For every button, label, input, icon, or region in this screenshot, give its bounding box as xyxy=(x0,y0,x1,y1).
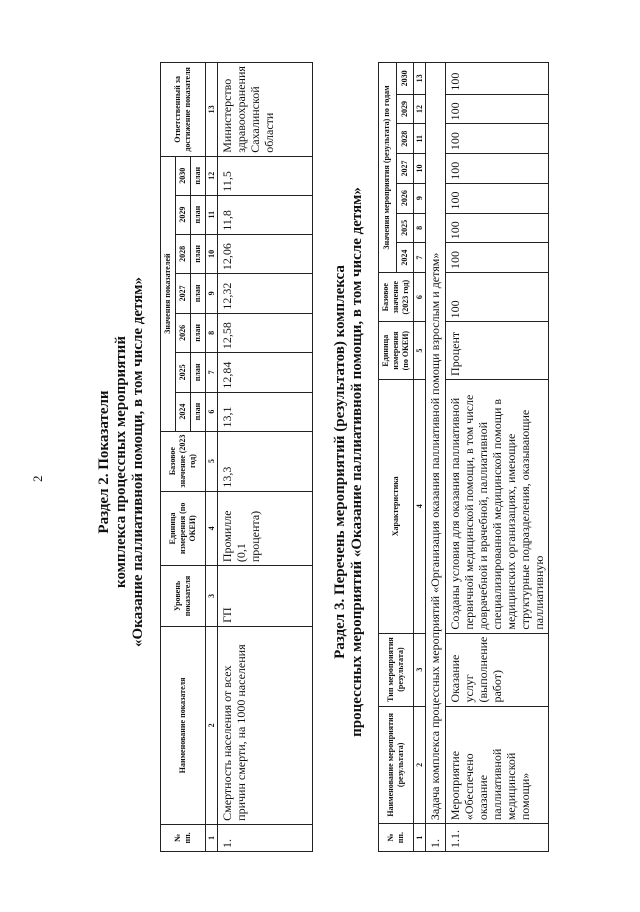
section3-title-line2: процессных мероприятий «Оказание паллиативной помощи, в том числе детям» xyxy=(349,187,365,737)
section2-title xyxy=(96,112,147,812)
s2-index-row xyxy=(206,63,218,852)
section2-table xyxy=(160,62,313,852)
s2-col-index: 8 xyxy=(206,313,218,352)
s2-year-2026: 2026 xyxy=(176,313,191,352)
s3-row-2027: 100 xyxy=(446,154,549,184)
s3-year: 2028 xyxy=(396,124,414,154)
s2-col-index: 12 xyxy=(206,156,218,195)
s3-row-num: 1.1. xyxy=(446,824,549,852)
s3-col-index: 12 xyxy=(414,94,426,124)
s2-row-name: Смертность населения от всех причин смерти, на 1000 населения xyxy=(218,626,313,824)
s2-year-2027: 2027 xyxy=(176,274,191,313)
s3-row-2028: 100 xyxy=(446,124,549,154)
s3-col-index: 9 xyxy=(414,183,426,213)
s2-row-responsible: Министерство здравоохранения Сахалинской области xyxy=(218,63,313,157)
s3-col-index: 10 xyxy=(414,154,426,184)
s2-plan-label: план xyxy=(191,234,206,273)
s2-col-index: 9 xyxy=(206,274,218,313)
s3-row-2025: 100 xyxy=(446,213,549,243)
s2-head-name: Наименование показателя xyxy=(161,626,206,824)
s3-col-index: 4 xyxy=(414,379,426,633)
s3-task-row xyxy=(426,63,446,852)
s2-col-index: 4 xyxy=(206,491,218,566)
s3-row-type: Оказание услуг (выполнение работ) xyxy=(446,633,549,706)
s3-task-text: Задача комплекса процессных мероприятий «Организация оказания паллиативной помощи взрослым и детям» xyxy=(426,63,446,824)
s3-year: 2030 xyxy=(396,63,414,95)
section2-title-line2: комплекса процессных мероприятий xyxy=(113,336,129,588)
s2-plan-label: план xyxy=(191,313,206,352)
s3-col-index: 7 xyxy=(414,243,426,273)
s2-head-responsible: Ответственный за достижение показателя xyxy=(161,63,206,157)
s3-row-2030: 100 xyxy=(446,63,549,95)
s2-col-index: 13 xyxy=(206,63,218,157)
s2-row-base: 13,3 xyxy=(218,431,313,491)
section2-title-line1: Раздел 2. Показатели xyxy=(96,390,112,534)
section3-table xyxy=(378,62,549,852)
s3-row-name: Мероприятие «Обеспечено оказание паллиативной медицинской помощи» xyxy=(446,706,549,824)
s2-head-values: Значения показателей xyxy=(161,156,176,431)
s2-data-row xyxy=(218,63,313,852)
s3-head-name: Наименование мероприятия (результата) xyxy=(379,706,414,824)
s2-head-base: Базовое значение (2023 год) xyxy=(161,431,206,491)
s2-row-2027: 12,32 xyxy=(218,274,313,313)
s2-row-2030: 11,5 xyxy=(218,156,313,195)
s3-year: 2029 xyxy=(396,94,414,124)
section3-title-line1: Раздел 3. Перечень мероприятий (результатов) комплекса xyxy=(332,265,348,659)
s3-row-2024: 100 xyxy=(446,243,549,273)
s3-col-index: 13 xyxy=(414,63,426,95)
page-number: 2 xyxy=(30,475,45,482)
s3-col-index: 8 xyxy=(414,213,426,243)
section3-title xyxy=(332,112,366,812)
s2-col-index: 2 xyxy=(206,626,218,824)
s3-head-num: № пп. xyxy=(379,824,414,852)
s2-row-2025: 12,84 xyxy=(218,353,313,392)
s3-year: 2027 xyxy=(396,154,414,184)
s2-col-index: 11 xyxy=(206,195,218,234)
section2-title-line3: «Оказание паллиативной помощи, в том числе детям» xyxy=(130,276,146,648)
s2-year-2029: 2029 xyxy=(176,195,191,234)
s3-index-row xyxy=(414,63,426,852)
s2-col-index: 7 xyxy=(206,353,218,392)
s2-plan-label: план xyxy=(191,274,206,313)
s3-head-base: Базовое значение (2023 год) xyxy=(379,272,414,321)
s2-year-2025: 2025 xyxy=(176,353,191,392)
s3-col-index: 1 xyxy=(414,824,426,852)
s3-col-index: 2 xyxy=(414,706,426,824)
s3-head-values: Значения мероприятия (результата) по годам xyxy=(379,63,397,273)
s3-year: 2025 xyxy=(396,213,414,243)
s3-year: 2026 xyxy=(396,183,414,213)
s2-year-2024: 2024 xyxy=(176,392,191,431)
s2-row-num: 1. xyxy=(218,824,313,851)
s2-row-level: ГП xyxy=(218,566,313,627)
s2-plan-label: план xyxy=(191,195,206,234)
s3-head-type: Тип мероприятия (результата) xyxy=(379,633,414,706)
s2-row-2028: 12,06 xyxy=(218,234,313,273)
s3-data-row xyxy=(446,63,549,852)
s2-row-2029: 11,8 xyxy=(218,195,313,234)
s2-row-unit: Промилле (0,1 процента) xyxy=(218,491,313,566)
s3-task-num: 1. xyxy=(426,824,446,852)
s2-col-index: 6 xyxy=(206,392,218,431)
s3-col-index: 11 xyxy=(414,124,426,154)
s3-row-base: 100 xyxy=(446,272,549,321)
s2-plan-label: план xyxy=(191,156,206,195)
s2-year-2028: 2028 xyxy=(176,234,191,273)
s3-head-char: Характеристика xyxy=(379,379,414,633)
s2-col-index: 1 xyxy=(206,824,218,851)
s2-head-level: Уровень показателя xyxy=(161,566,206,627)
s3-row-unit: Процент xyxy=(446,322,549,380)
s2-head-num: № пп. xyxy=(161,824,206,851)
s2-year-2030: 2030 xyxy=(176,156,191,195)
s3-col-index: 6 xyxy=(414,272,426,321)
s3-head-unit: Единица измерения (по ОКЕИ) xyxy=(379,322,414,380)
s3-row-2029: 100 xyxy=(446,94,549,124)
s2-row-2024: 13,1 xyxy=(218,392,313,431)
s3-year: 2024 xyxy=(396,243,414,273)
s2-plan-label: план xyxy=(191,353,206,392)
s3-col-index: 5 xyxy=(414,322,426,380)
s3-row-characteristic: Созданы условия для оказания паллиативной первичной медицинской помощи, в том числе доврачебной и врачебной, паллиативной специализированной медицинской помощи в медицинских организациях, имеющие структурные подразделения, оказывающие паллиативную xyxy=(446,379,549,633)
s2-col-index: 3 xyxy=(206,566,218,627)
s2-row-2026: 12,58 xyxy=(218,313,313,352)
s3-row-2026: 100 xyxy=(446,183,549,213)
s3-col-index: 3 xyxy=(414,633,426,706)
s2-col-index: 5 xyxy=(206,431,218,491)
s2-head-unit: Единица измерения (по ОКЕИ) xyxy=(161,491,206,566)
s2-plan-label: план xyxy=(191,392,206,431)
s2-col-index: 10 xyxy=(206,234,218,273)
